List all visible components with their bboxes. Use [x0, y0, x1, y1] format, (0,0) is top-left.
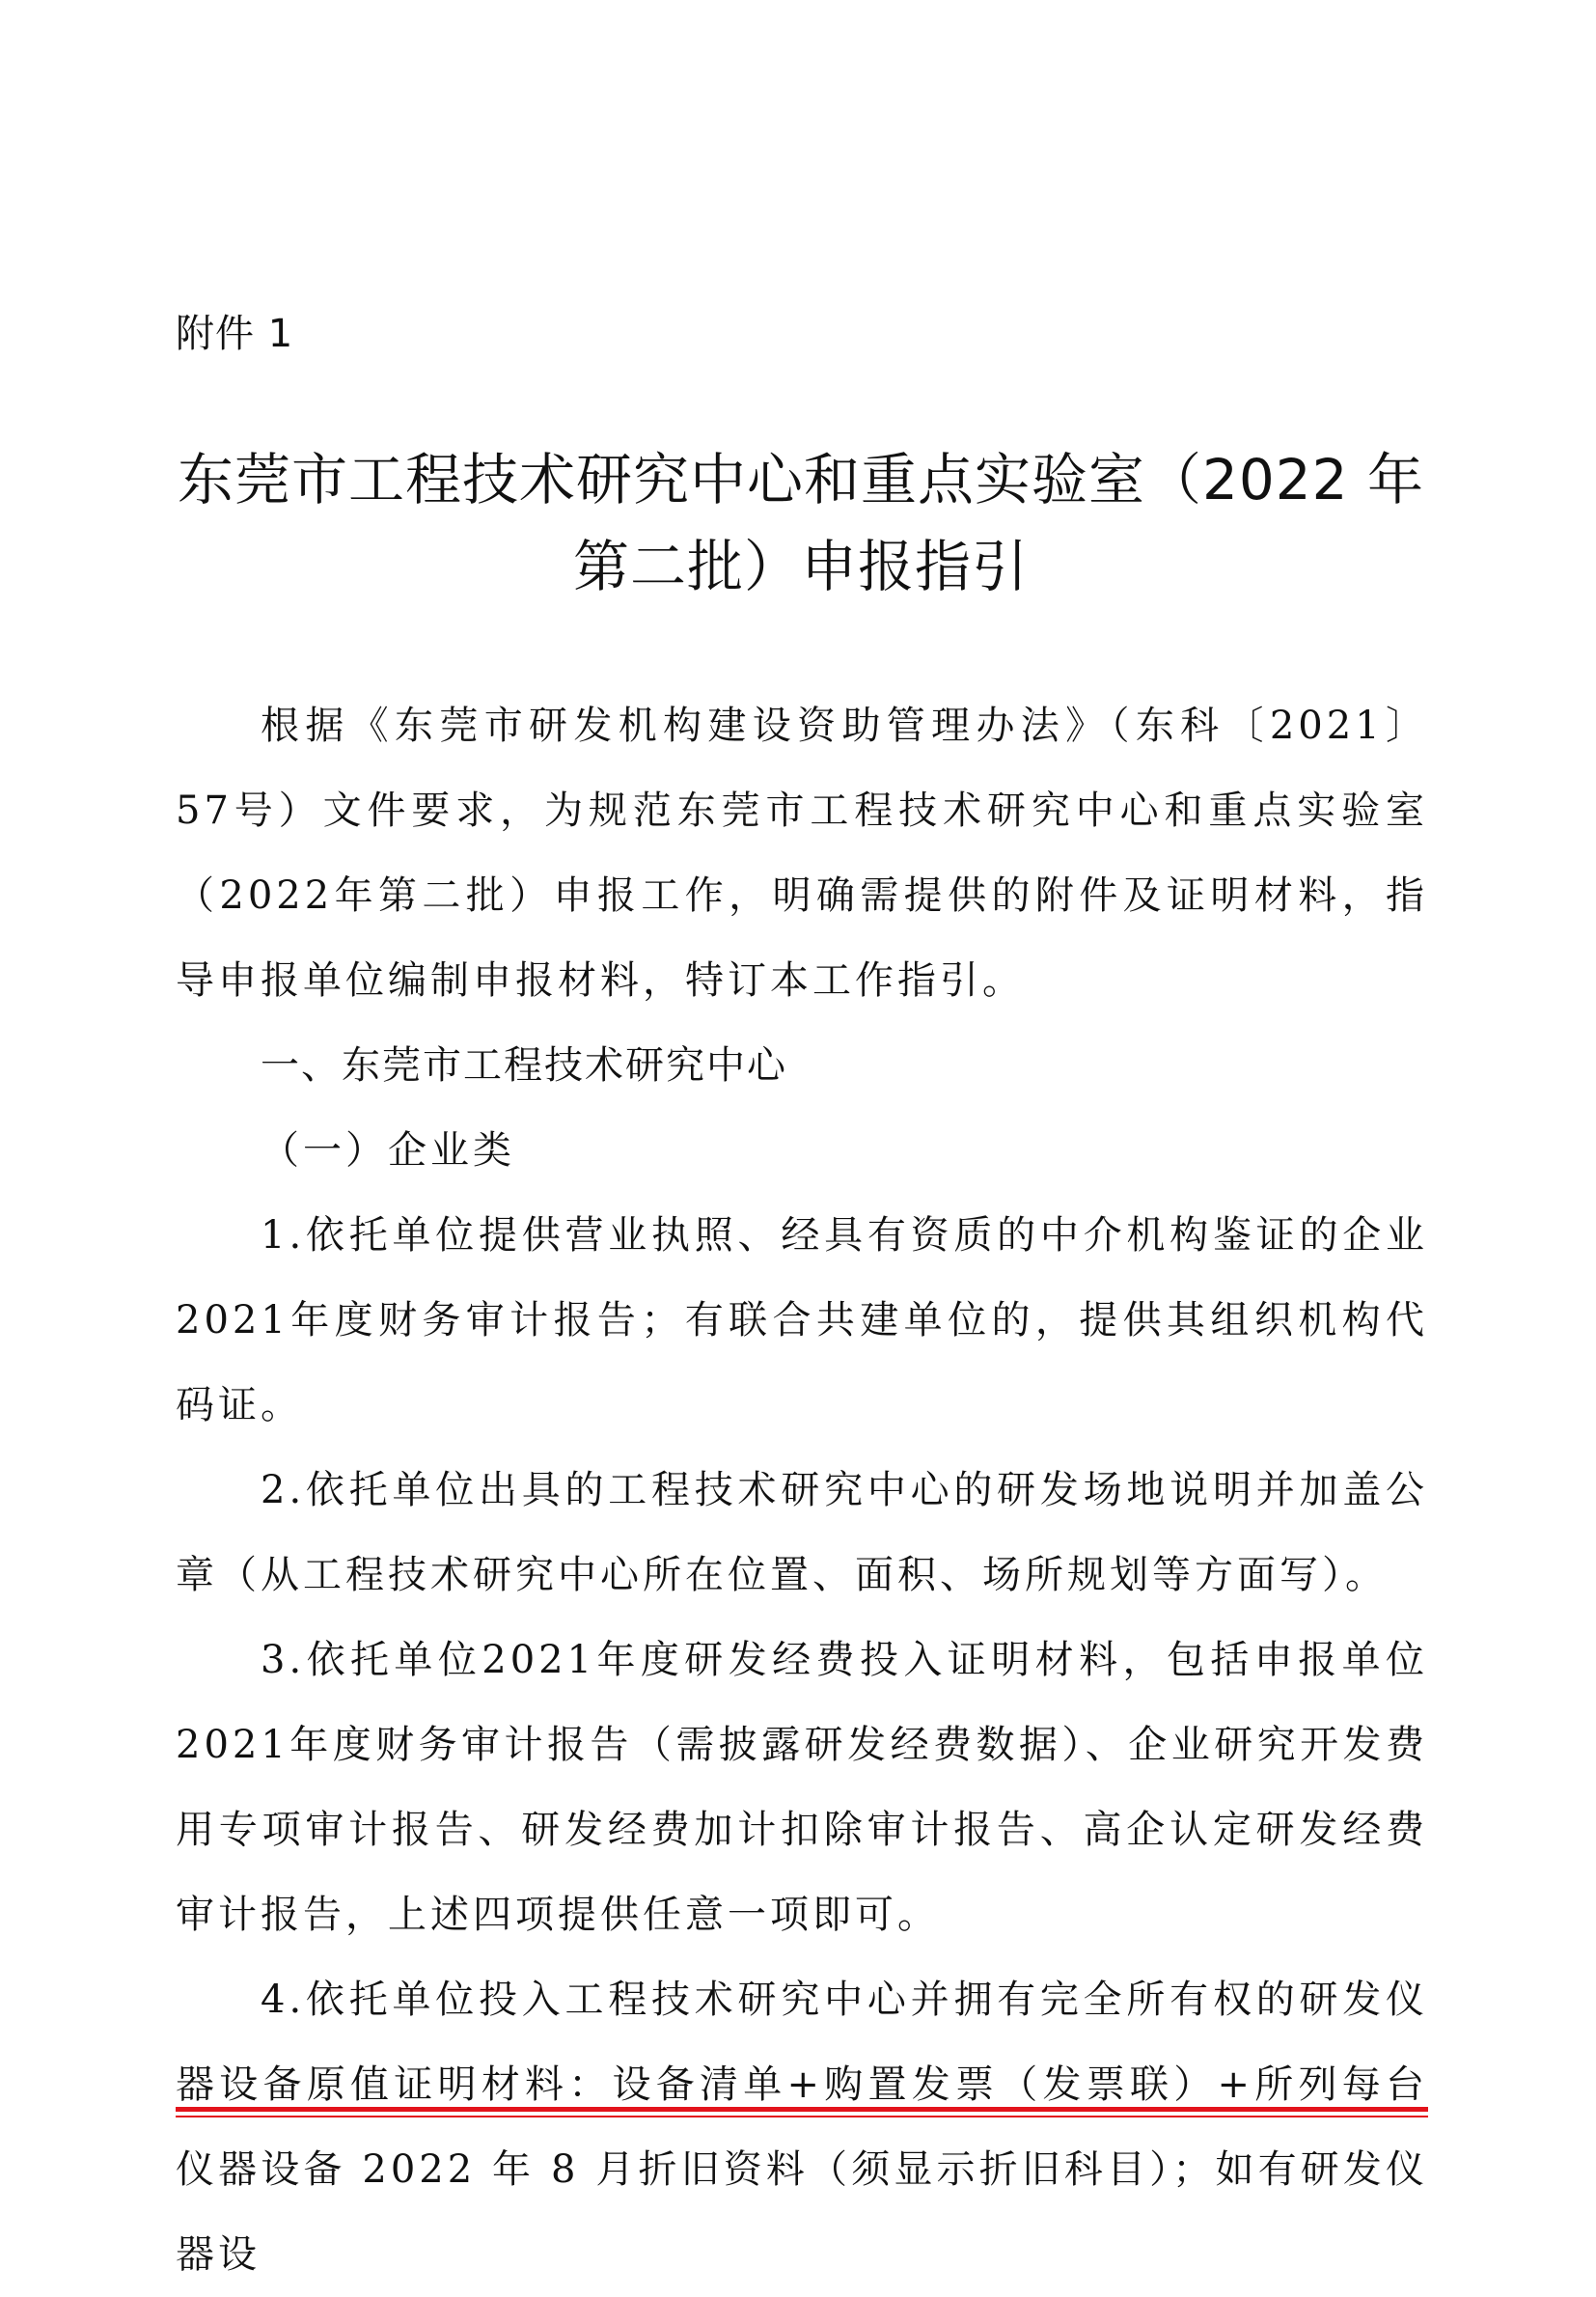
- section-heading-engineering-center: 一、东莞市工程技术研究中心: [261, 1043, 787, 1088]
- footer-divider-thick: [176, 2107, 1428, 2112]
- document-title-line-2: 第二批）申报指引: [572, 534, 1029, 599]
- attachment-label: 附件 1: [176, 312, 294, 356]
- list-item-1: 1.依托单位提供营业执照、经具有资质的中介机构鉴证的企业2021年度财务审计报告；有联合共建单位的，提供其组织机构代码证。: [176, 1213, 1428, 1427]
- list-item-2: 2.依托单位出具的工程技术研究中心的研发场地说明并加盖公章（从工程技术研究中心所在位置、面积、场所规划等方面写）。: [176, 1468, 1428, 1597]
- footer-divider-thin: [176, 2116, 1428, 2117]
- document-title: [164, 436, 1438, 610]
- intro-paragraph: 根据《东莞市研发机构建设资助管理办法》（东科〔2021〕57号）文件要求，为规范东莞市工程技术研究中心和重点实验室（2022年第二批）申报工作，明确需提供的附件及证明材料，指导申报单位编制申报材料，特订本工作指引。: [176, 704, 1428, 1003]
- document-body: [176, 683, 1428, 2297]
- list-item-3: 3.依托单位2021年度研发经费投入证明材料，包括申报单位2021年度财务审计报告（需披露研发经费数据）、企业研究开发费用专项审计报告、研发经费加计扣除审计报告、高企认定研发经费审计报告，上述四项提供任意一项即可。: [176, 1638, 1428, 1937]
- subsection-heading-enterprise: （一）企业类: [261, 1128, 515, 1173]
- list-item-4: 4.依托单位投入工程技术研究中心并拥有完全所有权的研发仪器设备原值证明材料：设备清单+购置发票（发票联）+所列每台仪器设备 2022 年 8 月折旧资料（须显示折旧科目）；如有研发仪器设: [176, 1978, 1428, 2277]
- document-title-line-1: 东莞市工程技术研究中心和重点实验室（2022 年: [177, 447, 1425, 512]
